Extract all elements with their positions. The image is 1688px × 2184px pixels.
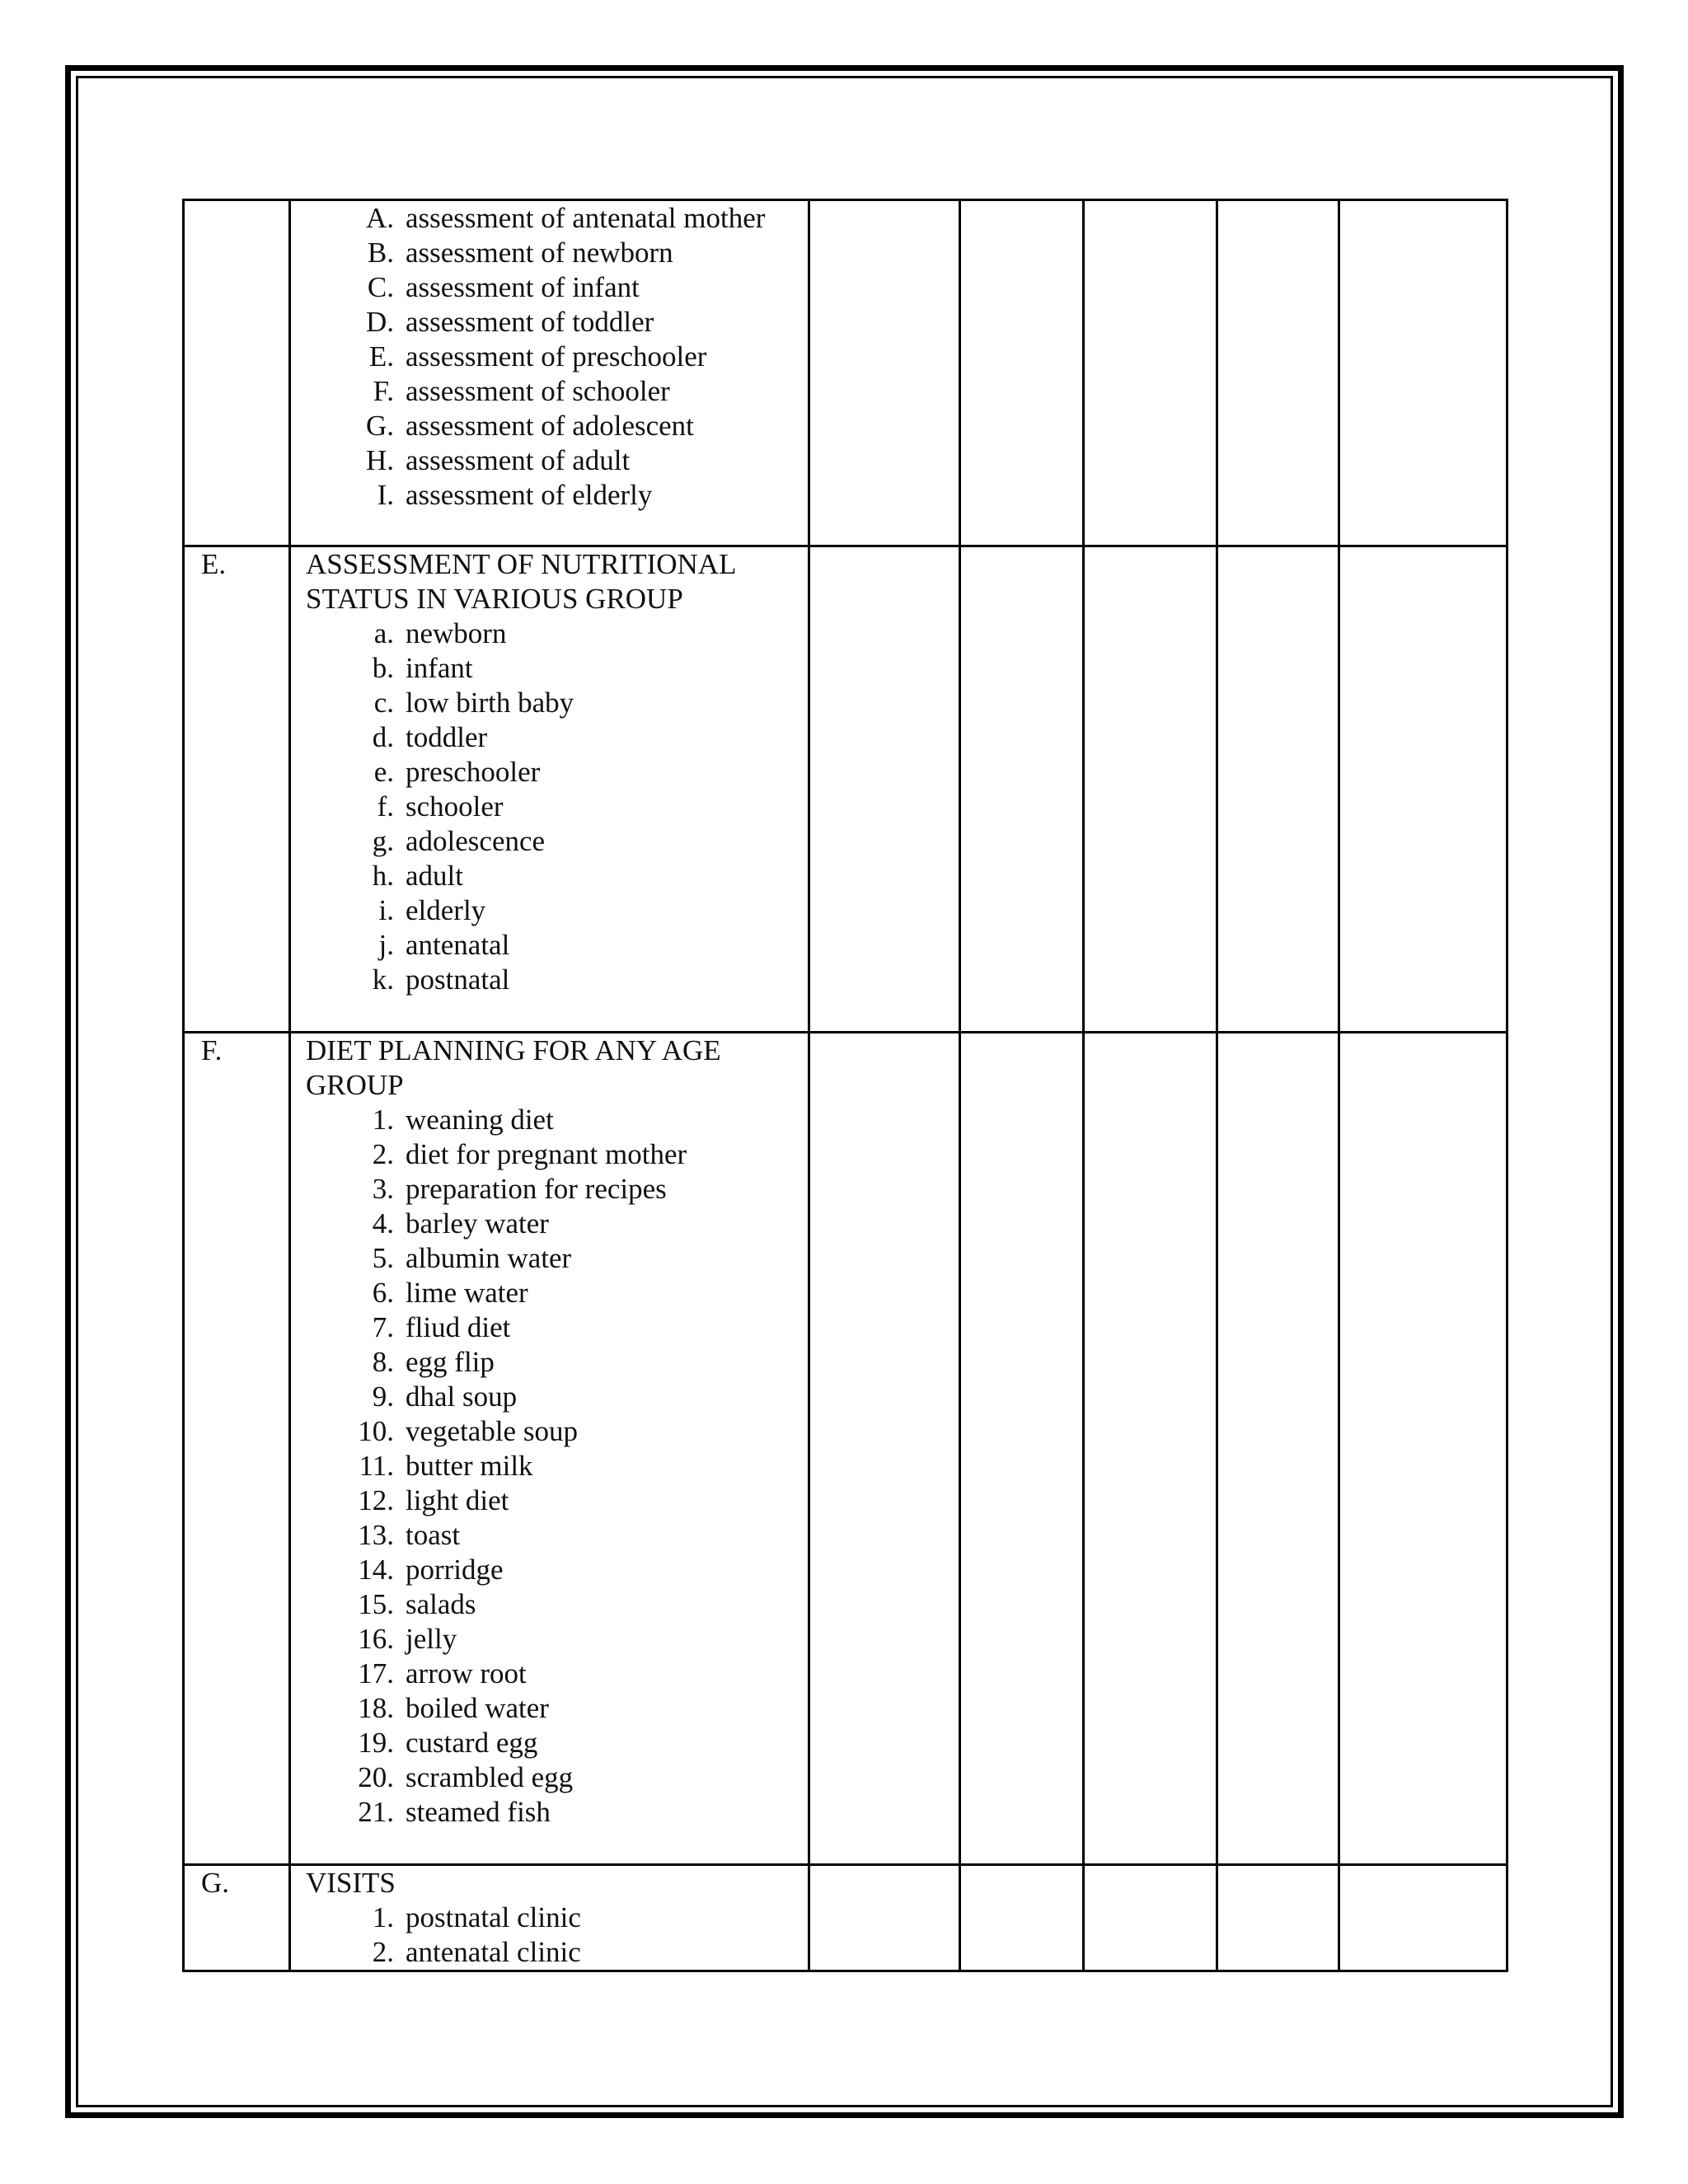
item-marker: a. [373, 617, 394, 649]
content-cell [290, 1033, 809, 1865]
list-item [306, 340, 808, 374]
item-marker: b. [372, 652, 394, 684]
empty-check-cell[interactable] [1217, 1865, 1339, 1971]
item-text: assessment of toddler [406, 306, 654, 338]
item-marker: 18. [358, 1692, 394, 1724]
item-marker: f. [377, 790, 394, 823]
item-marker: C. [367, 271, 394, 303]
item-text: custard egg [406, 1727, 538, 1759]
section-number: E. [201, 548, 227, 580]
section-number-cell [184, 546, 290, 1033]
section-heading: STATUS IN VARIOUS GROUP [306, 583, 683, 615]
item-marker: 16. [358, 1623, 394, 1655]
item-marker: g. [372, 825, 394, 857]
table-row [184, 1865, 1507, 1971]
list-item [306, 443, 808, 478]
item-text: egg flip [406, 1346, 495, 1378]
empty-check-cell[interactable] [1339, 200, 1507, 546]
content-cell [290, 546, 809, 1033]
list-item [306, 720, 808, 755]
item-text: barley water [406, 1207, 549, 1240]
item-text: schooler [406, 790, 504, 823]
item-marker: 12. [358, 1484, 394, 1516]
empty-check-cell[interactable] [1217, 1033, 1339, 1865]
item-marker: 21. [358, 1796, 394, 1828]
item-text: porridge [406, 1554, 504, 1586]
item-marker: E. [368, 340, 394, 373]
empty-check-cell[interactable] [960, 200, 1084, 546]
item-text: assessment of antenatal mother [406, 202, 766, 234]
list-item [306, 409, 808, 443]
item-marker: d. [372, 721, 394, 753]
list-item [306, 1380, 808, 1414]
item-marker: c. [373, 687, 394, 719]
item-text: assessment of elderly [406, 479, 653, 511]
table-row [184, 546, 1507, 1033]
list-item [306, 1900, 808, 1935]
item-marker: 11. [359, 1450, 394, 1482]
empty-check-cell[interactable] [809, 200, 960, 546]
empty-check-cell[interactable] [960, 546, 1084, 1033]
item-text: diet for pregnant mother [406, 1138, 687, 1170]
list-item [306, 1691, 808, 1726]
item-marker: 6. [372, 1277, 394, 1309]
item-marker: e. [373, 756, 394, 788]
content-cell [290, 1865, 809, 1971]
list-item [306, 928, 808, 963]
item-text: albumin water [406, 1242, 572, 1274]
item-text: antenatal clinic [406, 1936, 581, 1968]
empty-check-cell[interactable] [1339, 1865, 1507, 1971]
item-list [306, 1900, 808, 1970]
checklist-table [182, 199, 1508, 1972]
list-item [306, 236, 808, 270]
list-item [306, 1345, 808, 1380]
section-number-cell [184, 1033, 290, 1865]
list-item [306, 305, 808, 340]
list-item [306, 963, 808, 997]
checklist-body [184, 200, 1507, 1971]
item-marker: 1. [372, 1901, 394, 1933]
item-marker: 14. [358, 1554, 394, 1586]
item-text: fliud diet [406, 1311, 511, 1343]
item-marker: 4. [372, 1207, 394, 1240]
item-marker: 15. [358, 1588, 394, 1620]
list-item [306, 651, 808, 686]
list-item [306, 478, 808, 513]
list-item [306, 1935, 808, 1970]
item-text: steamed fish [406, 1796, 551, 1828]
item-text: low birth baby [406, 687, 574, 719]
item-marker: D. [365, 306, 394, 338]
item-marker: G. [365, 410, 394, 442]
item-list [306, 201, 808, 513]
section-number-cell [184, 1865, 290, 1971]
item-text: butter milk [406, 1450, 533, 1482]
section-number: F. [201, 1034, 223, 1066]
list-item [306, 1172, 808, 1207]
list-item [306, 1414, 808, 1449]
item-text: preschooler [406, 756, 541, 788]
item-marker: A. [365, 202, 394, 234]
item-marker: i. [378, 894, 394, 926]
item-marker: 20. [358, 1761, 394, 1793]
empty-check-cell[interactable] [809, 546, 960, 1033]
list-item [306, 1518, 808, 1553]
item-marker: I. [377, 479, 394, 511]
item-text: adolescence [406, 825, 546, 857]
list-item [306, 1241, 808, 1276]
item-marker: 9. [372, 1380, 394, 1413]
list-item [306, 1310, 808, 1345]
list-item [306, 790, 808, 824]
item-marker: 2. [372, 1138, 394, 1170]
item-marker: 5. [372, 1242, 394, 1274]
item-text: postnatal [406, 963, 510, 996]
item-marker: B. [367, 237, 394, 269]
list-item [306, 270, 808, 305]
empty-check-cell[interactable] [1084, 546, 1217, 1033]
item-text: boiled water [406, 1692, 549, 1724]
item-text: vegetable soup [406, 1415, 578, 1447]
list-item [306, 1207, 808, 1241]
item-text: light diet [406, 1484, 509, 1516]
item-marker: 1. [372, 1104, 394, 1136]
empty-check-cell[interactable] [1084, 1033, 1217, 1865]
list-item [306, 616, 808, 651]
empty-check-cell[interactable] [809, 1865, 960, 1971]
list-item [306, 1726, 808, 1760]
list-item [306, 1276, 808, 1310]
item-text: assessment of adolescent [406, 410, 694, 442]
list-item [306, 1553, 808, 1587]
item-text: jelly [406, 1623, 457, 1655]
table-row [184, 200, 1507, 546]
item-text: toast [406, 1519, 461, 1551]
item-marker: k. [372, 963, 394, 996]
item-text: antenatal [406, 929, 510, 961]
list-item [306, 686, 808, 720]
item-text: assessment of newborn [406, 237, 673, 269]
list-item [306, 755, 808, 790]
item-text: elderly [406, 894, 486, 926]
list-item [306, 1657, 808, 1691]
item-text: adult [406, 860, 463, 892]
list-item [306, 1622, 808, 1657]
item-text: toddler [406, 721, 488, 753]
item-text: infant [406, 652, 473, 684]
section-number-cell [184, 200, 290, 546]
empty-check-cell[interactable] [1217, 546, 1339, 1033]
section-heading: GROUP [306, 1069, 404, 1101]
item-text: assessment of preschooler [406, 340, 707, 373]
empty-check-cell[interactable] [1084, 200, 1217, 546]
item-text: newborn [406, 617, 507, 649]
item-marker: H. [365, 444, 394, 476]
list-item [306, 859, 808, 893]
section-number: G. [201, 1867, 230, 1899]
item-marker: 10. [358, 1415, 394, 1447]
item-text: lime water [406, 1277, 528, 1309]
item-text: arrow root [406, 1657, 527, 1690]
section-heading: VISITS [306, 1867, 396, 1899]
item-marker: j. [378, 929, 394, 961]
list-item [306, 201, 808, 236]
list-item [306, 1137, 808, 1172]
list-item [306, 1483, 808, 1518]
list-item [306, 1103, 808, 1137]
item-text: assessment of adult [406, 444, 631, 476]
list-item [306, 824, 808, 859]
item-text: weaning diet [406, 1104, 554, 1136]
list-item [306, 1587, 808, 1622]
section-heading: DIET PLANNING FOR ANY AGE [306, 1034, 721, 1066]
content-cell [290, 200, 809, 546]
item-text: scrambled egg [406, 1761, 574, 1793]
item-marker: 2. [372, 1936, 394, 1968]
empty-check-cell[interactable] [1217, 200, 1339, 546]
item-marker: 17. [358, 1657, 394, 1690]
item-marker: 7. [372, 1311, 394, 1343]
item-text: dhal soup [406, 1380, 518, 1413]
empty-check-cell[interactable] [1339, 546, 1507, 1033]
item-marker: 8. [372, 1346, 394, 1378]
empty-check-cell[interactable] [809, 1033, 960, 1865]
item-list [306, 1103, 808, 1830]
list-item [306, 374, 808, 409]
list-item [306, 893, 808, 928]
list-item [306, 1760, 808, 1795]
item-list [306, 616, 808, 997]
empty-check-cell[interactable] [1339, 1033, 1507, 1865]
item-text: preparation for recipes [406, 1173, 667, 1205]
item-marker: F. [373, 375, 394, 407]
table-row [184, 1033, 1507, 1865]
item-marker: h. [372, 860, 394, 892]
item-text: postnatal clinic [406, 1901, 581, 1933]
item-text: assessment of infant [406, 271, 640, 303]
empty-check-cell[interactable] [1084, 1865, 1217, 1971]
item-text: salads [406, 1588, 476, 1620]
empty-check-cell[interactable] [960, 1033, 1084, 1865]
item-marker: 3. [372, 1173, 394, 1205]
empty-check-cell[interactable] [960, 1865, 1084, 1971]
item-marker: 19. [358, 1727, 394, 1759]
list-item [306, 1795, 808, 1830]
item-text: assessment of schooler [406, 375, 670, 407]
list-item [306, 1449, 808, 1483]
section-heading: ASSESSMENT OF NUTRITIONAL [306, 548, 737, 580]
item-marker: 13. [358, 1519, 394, 1551]
